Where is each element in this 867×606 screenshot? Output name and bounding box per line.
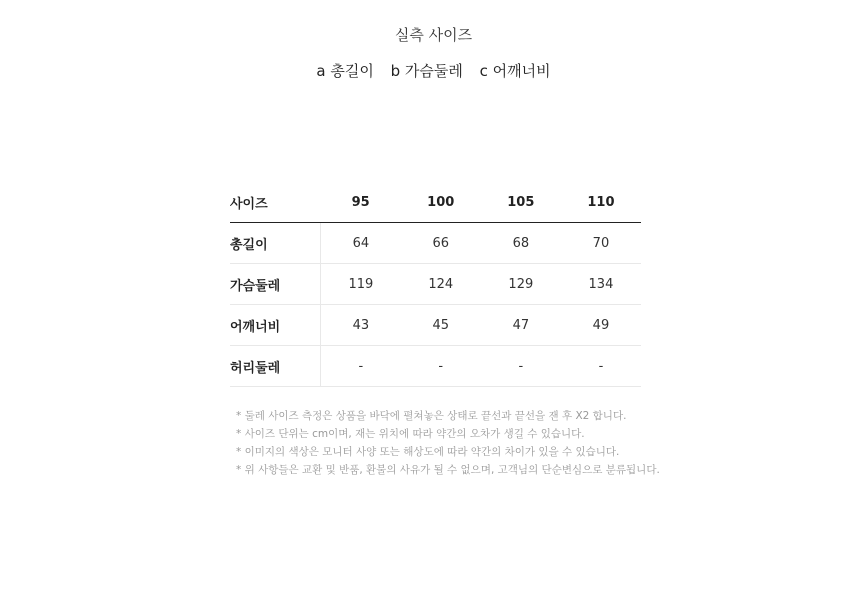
table-cell: 47 [481,305,561,346]
legend-item-length: a 총길이 [316,62,374,80]
measurement-legend [0,60,867,81]
table-cell: 64 [321,223,401,264]
table-row [230,346,641,387]
size-header: 110 [561,182,641,223]
table-cell: 119 [321,264,401,305]
table-cell: - [401,346,481,387]
note-line: * 둘레 사이즈 측정은 상품을 바닥에 펼쳐놓은 상태로 끝선과 끝선을 잰 후 X2 합니다. [236,410,627,422]
size-notes [236,407,660,479]
table-cell: 68 [481,223,561,264]
table-cell: - [321,346,401,387]
row-label: 허리둘레 [230,346,321,387]
table-cell: 66 [401,223,481,264]
table-row [230,264,641,305]
table-cell: 129 [481,264,561,305]
table-row [230,305,641,346]
table-cell: 70 [561,223,641,264]
size-header: 95 [321,182,401,223]
page-title: 실측 사이즈 [394,26,473,44]
table-cell: - [481,346,561,387]
row-label: 가슴둘레 [230,264,321,305]
table-cell: 134 [561,264,641,305]
table-row [230,223,641,264]
legend-item-shoulder: c 어깨너비 [479,62,551,80]
legend-item-chest: b 가슴둘레 [390,62,463,80]
table-cell: 124 [401,264,481,305]
row-label: 총길이 [230,223,321,264]
note-line: * 사이즈 단위는 cm이며, 재는 위치에 따라 약간의 오차가 생길 수 있습니다. [236,428,585,440]
size-header: 105 [481,182,561,223]
size-table [230,182,641,387]
table-cell: 43 [321,305,401,346]
note-line: * 위 사항들은 교환 및 반품, 환불의 사유가 될 수 없으며, 고객님의 단순변심으로 분류됩니다. [236,464,660,476]
header-label: 사이즈 [230,182,321,223]
note-line: * 이미지의 색상은 모니터 사양 또는 해상도에 따라 약간의 차이가 있을 수 있습니다. [236,446,620,458]
size-header: 100 [401,182,481,223]
table-header-row [230,182,641,223]
table-cell: 45 [401,305,481,346]
table-cell: 49 [561,305,641,346]
row-label: 어깨너비 [230,305,321,346]
table-cell: - [561,346,641,387]
